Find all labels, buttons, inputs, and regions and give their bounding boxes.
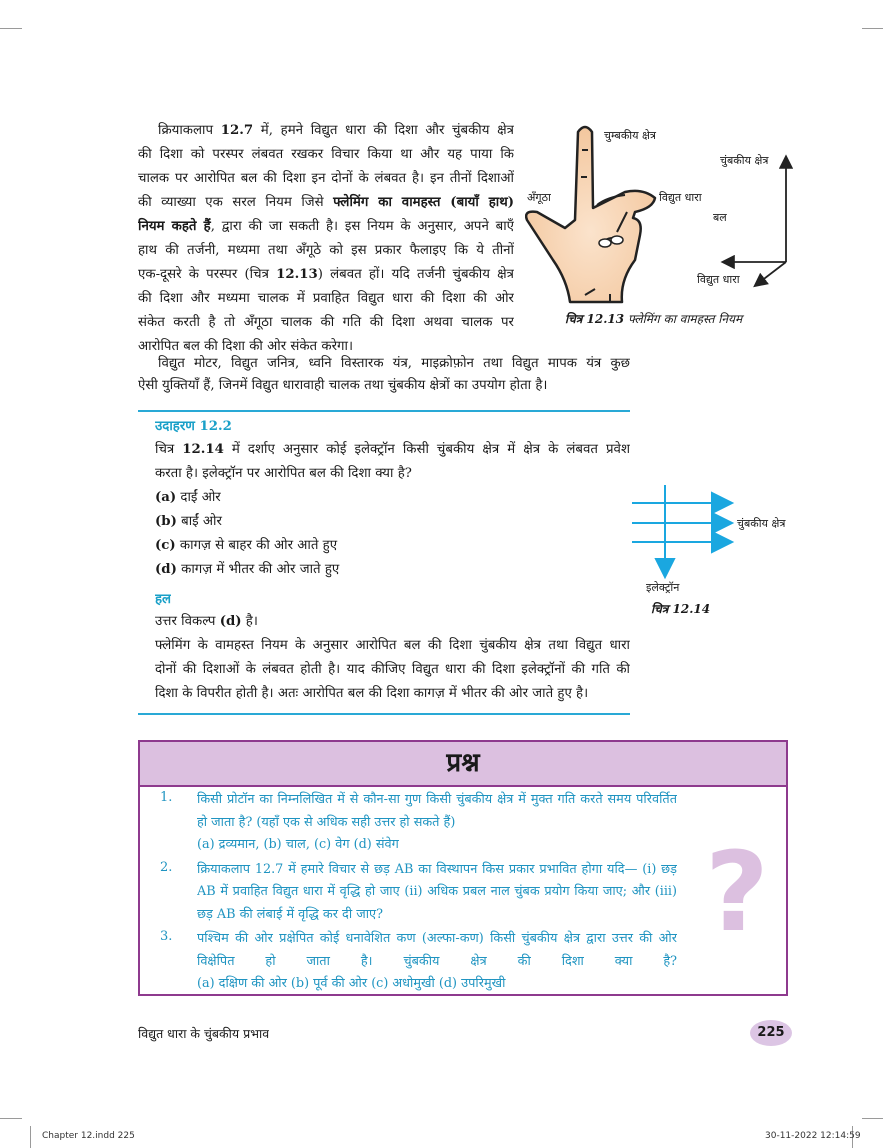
text-line <box>155 684 630 704</box>
electron-field-diagram <box>630 485 735 580</box>
text-segment: में, हमने विद्युत धारा की दिशा और चुंबकीय क्षेत्र <box>253 123 514 138</box>
caption-text: फ्लेमिंग का वामहस्त नियम <box>627 312 743 326</box>
bold-text: (d) <box>155 562 177 577</box>
text-segment: की व्याख्या एक सरल नियम जिसे <box>138 195 334 210</box>
vector-label-field: चुंबकीय क्षेत्र <box>720 154 769 167</box>
text-segment: चित्र <box>155 442 183 457</box>
text-segment: दोनों की दिशाओं के लंबवत होती है। याद कीजिए विद्युत धारा की दिशा इलेक्ट्रॉनों की गति की <box>155 662 630 677</box>
vector-label-current: विद्युत धारा <box>697 273 740 286</box>
text-segment: बाईं ओर <box>176 514 222 529</box>
text-line <box>138 145 514 165</box>
text-line <box>155 440 630 460</box>
crop-mark <box>862 1118 883 1119</box>
text-line <box>155 512 630 532</box>
text-segment: आरोपित बल की दिशा की ओर संकेत करेगा। <box>138 339 353 354</box>
text-segment: एक-दूसरे के परस्पर (चित्र <box>138 267 277 282</box>
crop-mark <box>0 28 22 29</box>
question-line: छड़ AB की लंबाई में वृद्धि कर दी जाए? <box>197 906 383 922</box>
text-line <box>138 193 514 213</box>
text-line <box>155 560 630 580</box>
figure-caption <box>565 310 742 327</box>
question-mark-icon: ? <box>705 828 769 956</box>
question-line: क्रियाकलाप 12.7 में हमारे विचार से छड़ AB का विस्थापन किस प्रकार प्रभावित होगा यदि— (i) छड़ <box>197 861 677 877</box>
text-line <box>155 660 630 680</box>
text-segment: फ्लेमिंग के वामहस्त नियम के अनुसार आरोपित बल की दिशा चुंबकीय क्षेत्र तथा विद्युत धारा <box>155 638 630 653</box>
text-segment: करता है। इलेक्ट्रॉन पर आरोपित बल की दिशा क्या है? <box>155 466 412 481</box>
label-index-field: चुम्बकीय क्षेत्र <box>604 129 656 142</box>
bold-text: (d) <box>219 614 242 629</box>
text-segment: दाईं ओर <box>176 490 221 505</box>
question-number: 1. <box>160 790 173 805</box>
text-segment: क्रियाकलाप <box>158 123 221 138</box>
caption-number: चित्र 12.13 <box>565 312 625 326</box>
bold-text: (a) <box>155 490 177 505</box>
page-number: 225 <box>750 1020 792 1046</box>
label-electron: इलेक्ट्रॉन <box>646 581 680 594</box>
label-middle-current: विद्युत धारा <box>659 191 702 204</box>
text-segment: ऐसी युक्तियाँ हैं, जिनमें विद्युत धारावाही चालक तथा चुंबकीय क्षेत्रों का उपयोग होता है। <box>138 378 548 393</box>
text-segment: संकेत करती है तो अँगूठा चालक की गति की दिशा अथवा चालक पर <box>138 315 514 330</box>
text-line <box>158 121 514 141</box>
text-segment: विद्युत मोटर, विद्युत जनित्र, ध्वनि विस्तारक यंत्र, माइक्रोफ़ोन तथा विद्युत मापक यंत्र कुछ <box>158 356 630 371</box>
vector-label-force: बल <box>713 211 727 224</box>
text-segment: उत्तर विकल्प <box>155 614 220 629</box>
slug-datetime: 30-11-2022 12:14:59 <box>765 1131 861 1141</box>
text-segment: ) लंबवत हों। यदि तर्जनी चुंबकीय क्षेत्र <box>317 267 514 282</box>
question-number: 2. <box>160 859 173 875</box>
text-line <box>155 464 630 484</box>
vector-diagram <box>690 150 810 290</box>
crop-mark <box>0 1118 22 1119</box>
bold-text: 12.7 <box>220 123 254 138</box>
text-segment: की दिशा और मध्यमा चालक में प्रवाहित विद्युत धारा की दिशा की ओर <box>138 291 514 306</box>
text-line <box>155 612 630 632</box>
bold-text: (b) <box>155 514 177 529</box>
text-segment: कागज़ से बाहर की ओर आते हुए <box>175 538 338 553</box>
text-line <box>138 313 514 333</box>
text-line <box>138 169 514 189</box>
question-number: 3. <box>160 929 173 944</box>
text-segment: दिशा के विपरीत होती है। अतः आरोपित बल की दिशा कागज़ में भीतर की ओर जाते हुए है। <box>155 686 589 701</box>
text-line <box>138 241 514 261</box>
running-footer-title: विद्युत धारा के चुंबकीय प्रभाव <box>138 1026 270 1041</box>
example-bottom-rule <box>138 713 630 715</box>
question-line: (a) दक्षिण की ओर (b) पूर्व की ओर (c) अधोमुखी (d) उपरिमुखी <box>197 976 506 991</box>
text-segment: चालक पर आरोपित बल की दिशा इन दोनों के लंबवत है। इन तीनों दिशाओं <box>138 171 514 186</box>
text-segment: , द्वारा की जा सकती है। इस नियम के अनुसार, अपने बाएँ <box>210 219 514 234</box>
bold-text: फ्लेमिंग का वामहस्त (बायाँ हाथ) <box>333 195 514 210</box>
bold-text: (c) <box>155 538 176 553</box>
figure-caption-12-14: चित्र 12.14 <box>651 602 711 616</box>
question-line: विक्षेपित हो जाता है। चुंबकीय क्षेत्र की दिशा क्या है? <box>197 953 677 969</box>
left-hand-illustration <box>525 120 665 305</box>
text-line <box>138 265 514 285</box>
text-line <box>155 536 630 556</box>
slug-file: Chapter 12.indd 225 <box>42 1131 135 1141</box>
text-line <box>155 488 630 508</box>
text-line <box>158 354 630 374</box>
text-segment: हाथ की तर्जनी, मध्यमा तथा अँगूठे को इस प्रकार फैलाइए कि ये तीनों <box>138 243 514 258</box>
question-line: किसी प्रोटॉन का निम्नलिखित में से कौन-सा गुण किसी चुंबकीय क्षेत्र में मुक्त गति करते समय परिवर्तित <box>197 792 677 807</box>
question-line: हो जाता है? (यहाँ एक से अधिक सही उत्तर हो सकते हैं) <box>197 814 456 830</box>
label-magnetic-field: चुंबकीय क्षेत्र <box>737 517 786 530</box>
text-segment: है। <box>241 614 258 629</box>
current-arrow <box>756 262 786 285</box>
text-line <box>138 289 514 309</box>
question-line: पश्चिम की ओर प्रक्षेपित कोई धनावेशित कण (अल्फा-कण) किसी चुंबकीय क्षेत्र द्वारा उत्तर की ओर <box>197 931 677 946</box>
label-thumb: अँगूठा <box>527 191 551 204</box>
example-top-rule <box>138 410 630 412</box>
text-segment: कागज़ में भीतर की ओर जाते हुए <box>176 562 340 577</box>
example-heading: उदाहरण 12.2 <box>155 419 232 434</box>
text-segment: की दिशा को परस्पर लंबवत रखकर विचार किया था और यह पाया कि <box>138 147 514 162</box>
text-line <box>138 217 514 237</box>
question-line: (a) द्रव्यमान, (b) चाल, (c) वेग (d) संवेग <box>197 837 399 852</box>
crop-mark <box>30 1126 31 1148</box>
crop-mark <box>862 28 883 29</box>
text-line <box>155 636 630 656</box>
solution-heading: हल <box>155 592 172 607</box>
question-line: AB में प्रवाहित विद्युत धारा में वृद्धि हो जाए (ii) अधिक प्रबल नाल चुंबक प्रयोग किया जाए; और (iii) <box>197 884 677 899</box>
bold-text: 12.14 <box>182 442 224 457</box>
text-line <box>138 376 630 396</box>
questions-title: प्रश्न <box>140 742 786 787</box>
text-segment: में दर्शाए अनुसार कोई इलेक्ट्रॉन किसी चुंबकीय क्षेत्र में क्षेत्र के लंबवत प्रवेश <box>223 442 630 457</box>
bold-text: नियम कहते हैं <box>138 219 211 234</box>
bold-text: 12.13 <box>276 267 318 282</box>
